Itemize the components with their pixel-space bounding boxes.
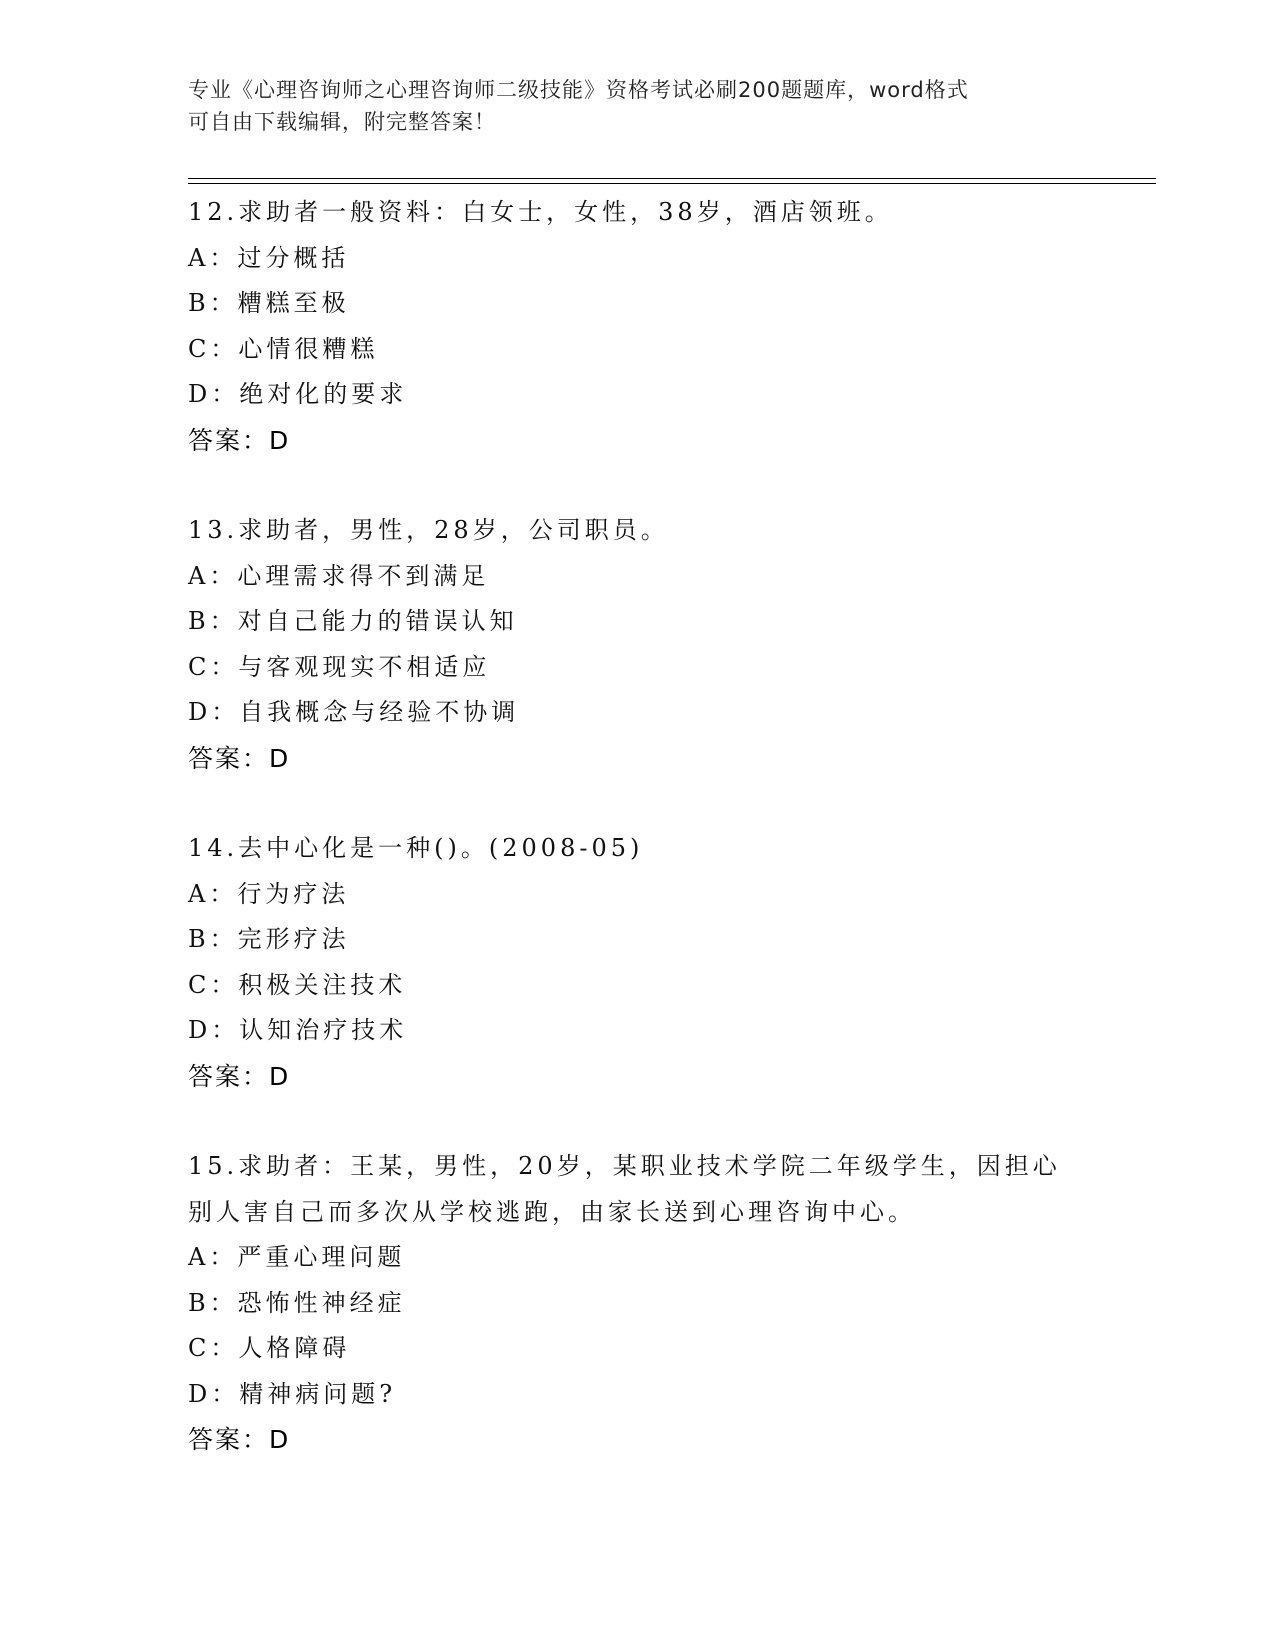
option-b: B：糟糕至极 [188,289,350,317]
header-line-1: 专业《心理咨询师之心理咨询师二级技能》资格考试必刷200题题库，word格式 [188,78,969,102]
question-block-15 [188,1144,1088,1463]
option-a: A：过分概括 [188,243,350,272]
option-b: B：恐怖性神经症 [188,1288,406,1317]
question-stem-line-2: 别人害自己而多次从学校逃跑，由家长送到心理咨询中心。 [188,1197,916,1226]
answer-line: 答案：D [188,743,291,773]
option-b: B：对自己能力的错误认知 [188,607,518,635]
answer-line: 答案：D [188,1061,291,1091]
header-divider-top [188,178,1156,179]
question-block-12 [188,190,1088,463]
header-divider-bottom [188,183,1156,184]
option-d: D：认知治疗技术 [188,1016,408,1044]
option-d: D：精神病问题? [188,1379,397,1408]
document-header [188,74,1088,138]
question-stem: 14.去中心化是一种()。(2008-05) [188,834,644,862]
option-a: A：心理需求得不到满足 [188,561,490,590]
question-block-14 [188,826,1088,1099]
question-stem-line-1: 15.求助者：王某，男性，20岁，某职业技术学院二年级学生，因担心 [188,1152,1061,1180]
question-stem: 13.求助者，男性，28岁，公司职员。 [188,516,669,544]
option-d: D：自我概念与经验不协调 [188,698,520,726]
question-block-13 [188,508,1088,781]
option-c: C：与客观现实不相适应 [188,652,491,681]
option-a: A：严重心理问题 [188,1243,406,1271]
answer-line: 答案：D [188,425,291,455]
option-c: C：心情很糟糕 [188,334,379,363]
question-stem: 12.求助者一般资料：白女士，女性，38岁，酒店领班。 [188,198,893,226]
answer-line: 答案：D [188,1425,291,1454]
header-line-2: 可自由下载编辑，附完整答案！ [188,110,496,134]
option-c: C：人格障碍 [188,1334,351,1362]
option-a: A：行为疗法 [188,879,350,908]
option-d: D：绝对化的要求 [188,380,408,408]
option-c: C：积极关注技术 [188,970,407,999]
option-b: B：完形疗法 [188,925,350,953]
